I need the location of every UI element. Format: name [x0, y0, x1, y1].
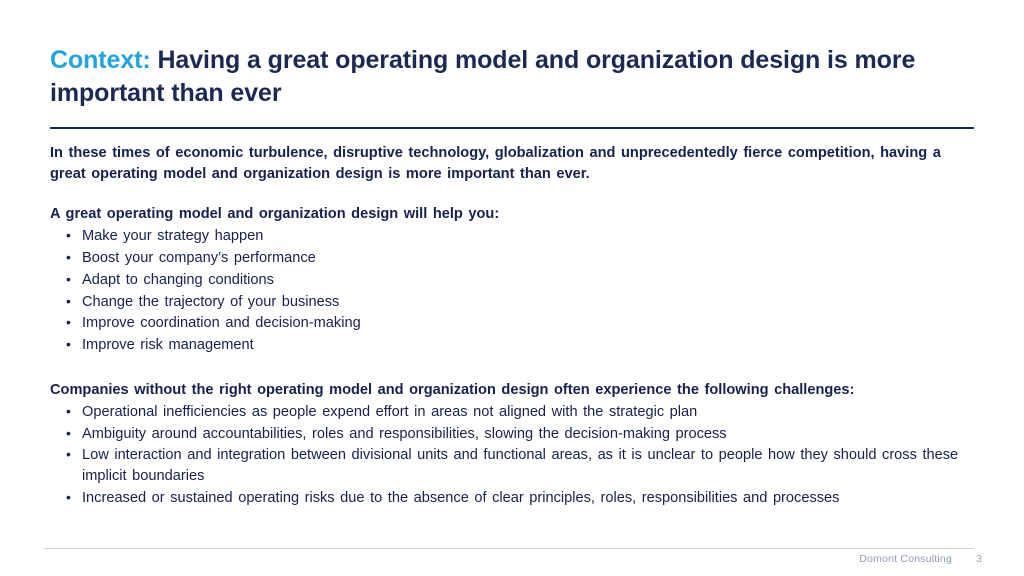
slide-body	[50, 143, 980, 510]
title-rest: Having a great operating model and organization design is more important than ever	[50, 46, 916, 108]
list-item: • Boost your company’s performance	[50, 248, 980, 269]
list-item: • Low interaction and integration between divisional units and functional areas, as it is unclear to people how they should cross these implicit boundaries	[50, 445, 980, 486]
list-item: • Ambiguity around accountabilities, roles and responsibilities, slowing the decision-making process	[50, 424, 980, 445]
list-item: • Increased or sustained operating risks due to the absence of clear principles, roles, responsibilities and processes	[50, 488, 980, 509]
section-two-heading: Companies without the right operating model and organization design often experience the following challenges:	[50, 381, 855, 398]
list-item: • Operational inefficiencies as people expend effort in areas not aligned with the strategic plan	[50, 402, 980, 423]
list-item: • Change the trajectory of your business	[50, 292, 980, 313]
section-one-bullets	[50, 226, 980, 355]
list-item: • Make your strategy happen	[50, 226, 980, 247]
footer-divider	[44, 548, 974, 549]
page-title	[50, 44, 958, 111]
title-text	[50, 44, 958, 111]
section-one-heading: A great operating model and organization design will help you:	[50, 206, 500, 223]
title-accent: Context:	[50, 46, 151, 74]
footer-page-number: 3	[976, 553, 982, 565]
title-divider	[50, 127, 974, 129]
list-item: • Improve coordination and decision-making	[50, 313, 980, 334]
section-two-bullets	[50, 402, 980, 509]
footer-brand: Domont Consulting	[859, 553, 952, 565]
lead-paragraph: In these times of economic turbulence, disruptive technology, globalization and unprecedentedly fierce competition, having a great operating model and organization design is more important than ever.	[50, 145, 941, 183]
list-item: • Adapt to changing conditions	[50, 270, 980, 291]
section-one	[50, 204, 980, 355]
list-item: • Improve risk management	[50, 335, 980, 356]
section-two	[50, 380, 980, 509]
